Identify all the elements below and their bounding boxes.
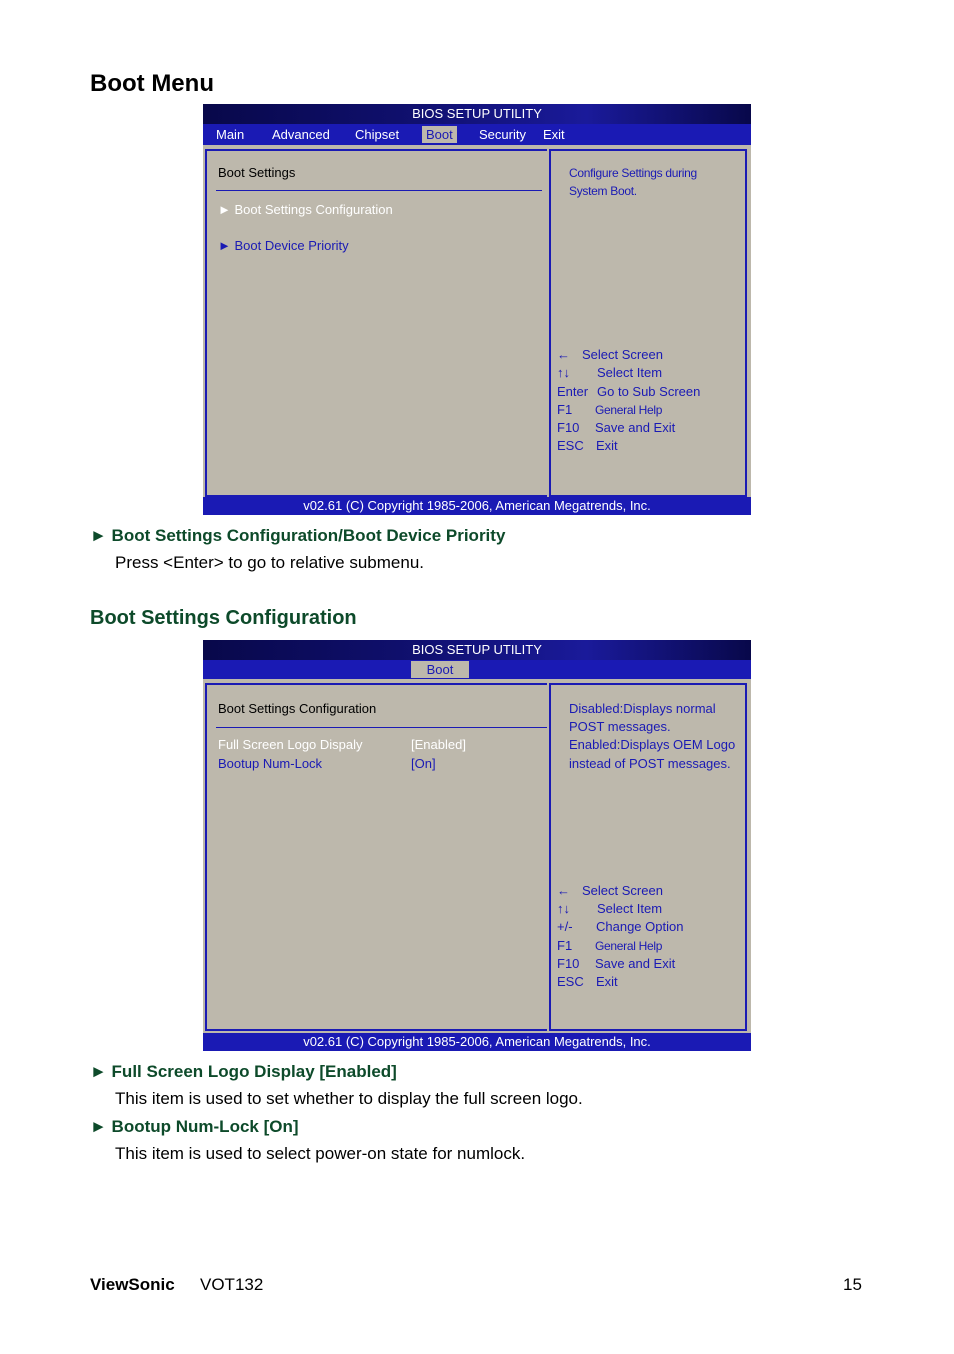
item-description: This item is used to select power-on state for numlock. (115, 1144, 526, 1163)
key-action: Save and Exit (595, 956, 676, 971)
help-line: System Boot. (569, 184, 637, 198)
key-action: Select Screen (582, 347, 663, 362)
key-esc: ESC (557, 438, 584, 453)
key-up-down: ↑↓ (557, 365, 570, 380)
divider (216, 727, 547, 728)
key-f10: F10 (557, 956, 580, 971)
key-esc: ESC (557, 974, 584, 989)
key-enter: Enter (557, 384, 589, 399)
page-number: 15 (843, 1275, 862, 1294)
option-bootup-num-lock-value[interactable]: [On] (411, 756, 436, 771)
item-description: This item is used to set whether to display the full screen logo. (115, 1089, 583, 1108)
submenu-arrow-icon: ► (218, 202, 231, 217)
key-f1: F1 (557, 938, 573, 953)
key-action: Select Item (597, 365, 663, 380)
bios-right-pane (549, 149, 747, 497)
bios-right-pane (549, 683, 747, 1031)
key-action: Select Screen (582, 883, 663, 898)
key-left-arrow: ← (557, 347, 570, 362)
item-heading-full-screen-logo: ► Full Screen Logo Display [Enabled] (90, 1062, 397, 1081)
option-full-screen-logo-value[interactable]: [Enabled] (411, 737, 466, 752)
help-line: Enabled:Displays OEM Logo (569, 737, 736, 752)
tab-chipset[interactable]: Chipset (355, 127, 400, 142)
item-heading-boot-settings: ► Boot Settings Configuration/Boot Device Priority (90, 526, 506, 545)
key-action: General Help (595, 939, 663, 953)
left-pane-header: Boot Settings (218, 165, 296, 180)
bios-screenshot-boot-menu (203, 104, 751, 515)
left-pane-header: Boot Settings Configuration (218, 701, 377, 716)
footer-brand: ViewSonic (90, 1275, 175, 1294)
bios-menu-bar (203, 124, 751, 145)
bios-title-bar: BIOS SETUP UTILITY (203, 640, 751, 660)
key-action: Change Option (596, 919, 684, 934)
menu-item-boot-settings-configuration[interactable]: ► Boot Settings Configuration (218, 202, 393, 217)
key-action: General Help (595, 403, 663, 417)
key-left-arrow: ← (557, 883, 570, 898)
tab-exit[interactable]: Exit (543, 127, 565, 142)
tab-security[interactable]: Security (479, 127, 526, 142)
section-heading: Boot Settings Configuration (90, 607, 357, 629)
key-f10: F10 (557, 420, 580, 435)
divider (216, 190, 542, 191)
key-up-down: ↑↓ (557, 901, 570, 916)
submenu-arrow-icon: ► (218, 238, 231, 253)
key-action: Save and Exit (595, 420, 676, 435)
footer-model: VOT132 (200, 1275, 264, 1294)
help-line: Disabled:Displays normal (569, 701, 716, 716)
key-f1: F1 (557, 402, 573, 417)
tab-boot[interactable]: Boot (411, 661, 469, 678)
key-action: Exit (596, 438, 618, 453)
key-action: Select Item (597, 901, 663, 916)
tab-boot[interactable]: Boot (422, 126, 457, 143)
key-plus-minus: +/- (557, 919, 573, 934)
bios-title-bar: BIOS SETUP UTILITY (203, 104, 751, 124)
bios-copyright-bar: v02.61 (C) Copyright 1985-2006, American Megatrends, Inc. (203, 1033, 751, 1051)
item-description: Press <Enter> to go to relative submenu. (115, 553, 425, 572)
bios-menu-bar (203, 660, 751, 679)
option-bootup-num-lock-label[interactable]: Bootup Num-Lock (218, 756, 323, 771)
tab-main[interactable]: Main (216, 127, 245, 142)
help-line: Configure Settings during (569, 166, 697, 180)
key-action: Go to Sub Screen (597, 384, 701, 399)
bios-copyright-bar: v02.61 (C) Copyright 1985-2006, American Megatrends, Inc. (203, 497, 751, 515)
option-full-screen-logo-label[interactable]: Full Screen Logo Dispaly (218, 737, 363, 752)
help-line: POST messages. (569, 719, 671, 734)
page-title: Boot Menu (90, 70, 214, 97)
bios-left-pane (205, 149, 547, 497)
bios-screenshot-boot-settings-configuration (203, 640, 751, 1051)
bios-left-pane (205, 683, 547, 1031)
key-action: Exit (596, 974, 618, 989)
menu-item-boot-device-priority[interactable]: ► Boot Device Priority (218, 238, 349, 253)
tab-advanced[interactable]: Advanced (272, 127, 330, 142)
help-line: instead of POST messages. (569, 756, 731, 771)
item-heading-bootup-num-lock: ► Bootup Num-Lock [On] (90, 1117, 299, 1136)
